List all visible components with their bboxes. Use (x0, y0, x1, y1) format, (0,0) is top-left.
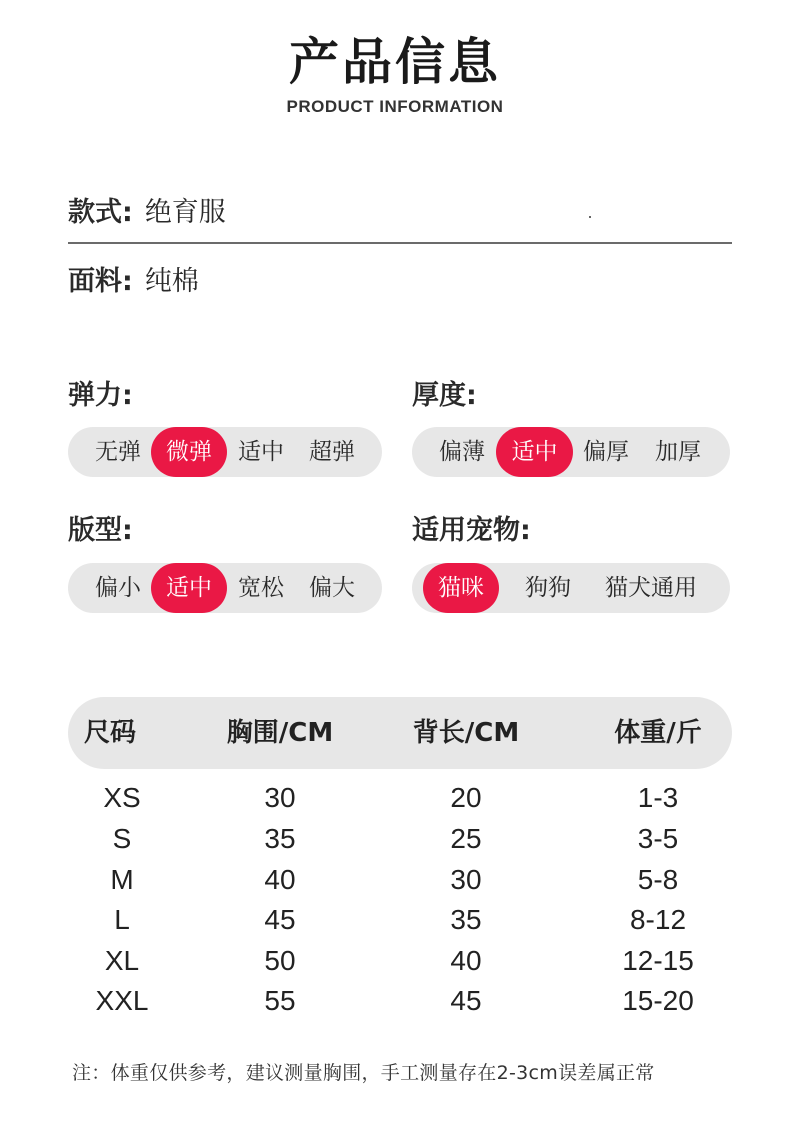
style-label: 款式: (68, 197, 133, 228)
fit-option[interactable]: 宽松 (238, 575, 284, 601)
header-chest: 胸围/CM (226, 718, 334, 748)
elasticity-option[interactable]: 无弹 (95, 439, 141, 465)
size-cell: XXL (95, 985, 149, 1016)
fit-option[interactable]: 偏大 (309, 575, 355, 601)
size-cell: S (112, 823, 132, 854)
thickness-option[interactable]: 偏薄 (439, 439, 485, 465)
fit-option[interactable]: 偏小 (95, 575, 141, 601)
size-table-header (68, 697, 732, 769)
table-row (0, 860, 790, 900)
back-length-cell: 45 (450, 985, 482, 1016)
fabric-label: 面料: (68, 266, 133, 297)
weight-cell: 12-15 (622, 945, 694, 976)
elasticity-option[interactable]: 超弹 (309, 439, 355, 465)
thickness-option-selected[interactable]: 适中 (496, 427, 573, 477)
elasticity-option[interactable]: 适中 (238, 439, 284, 465)
pet-option-selected[interactable]: 猫咪 (423, 563, 499, 613)
chest-cell: 45 (264, 904, 296, 935)
pet-selector (412, 563, 730, 613)
pet-option[interactable]: 狗狗 (525, 575, 571, 601)
size-cell: XS (103, 782, 141, 813)
weight-cell: 5-8 (637, 864, 679, 895)
chest-cell: 40 (264, 864, 296, 895)
thickness-option[interactable]: 偏厚 (583, 439, 629, 465)
page-subtitle: PRODUCT INFORMATION (286, 97, 504, 116)
back-length-cell: 20 (450, 782, 482, 813)
pet-label: 适用宠物: (412, 515, 531, 546)
style-row (68, 190, 226, 229)
page-title: 产品信息 (289, 33, 501, 91)
back-length-cell: 35 (450, 904, 482, 935)
chest-cell: 50 (264, 945, 296, 976)
header-size: 尺码 (83, 718, 136, 748)
divider (68, 242, 732, 244)
back-length-cell: 25 (450, 823, 482, 854)
fabric-row (68, 259, 199, 298)
elasticity-label: 弹力: (68, 380, 133, 411)
fit-option-selected[interactable]: 适中 (151, 563, 227, 613)
decorative-dot (589, 216, 591, 218)
chest-cell: 30 (264, 782, 296, 813)
back-length-cell: 40 (450, 945, 482, 976)
header-back-length: 背长/CM (412, 718, 520, 748)
weight-cell: 8-12 (629, 904, 687, 935)
header-weight: 体重/斤 (614, 718, 702, 748)
style-value: 绝育服 (144, 197, 226, 228)
elasticity-selector (68, 427, 382, 477)
weight-cell: 1-3 (637, 782, 679, 813)
table-row (0, 778, 790, 818)
weight-cell: 15-20 (622, 985, 694, 1016)
fit-label: 版型: (68, 515, 133, 546)
table-row (0, 941, 790, 981)
pet-option[interactable]: 猫犬通用 (605, 575, 697, 601)
table-row (0, 900, 790, 940)
thickness-label: 厚度: (412, 380, 477, 411)
thickness-option[interactable]: 加厚 (655, 439, 701, 465)
back-length-cell: 30 (450, 864, 482, 895)
table-row (0, 819, 790, 859)
size-cell: L (114, 904, 130, 935)
table-row (0, 981, 790, 1021)
elasticity-option-selected[interactable]: 微弹 (151, 427, 227, 477)
weight-cell: 3-5 (637, 823, 679, 854)
size-cell: XL (104, 945, 140, 976)
fabric-value: 纯棉 (144, 266, 199, 297)
footnote: 注：体重仅供参考，建议测量胸围，手工测量存在2-3cm误差属正常 (72, 1062, 655, 1084)
fit-selector (68, 563, 382, 613)
thickness-selector (412, 427, 730, 477)
size-cell: M (110, 864, 134, 895)
chest-cell: 55 (264, 985, 296, 1016)
chest-cell: 35 (264, 823, 296, 854)
